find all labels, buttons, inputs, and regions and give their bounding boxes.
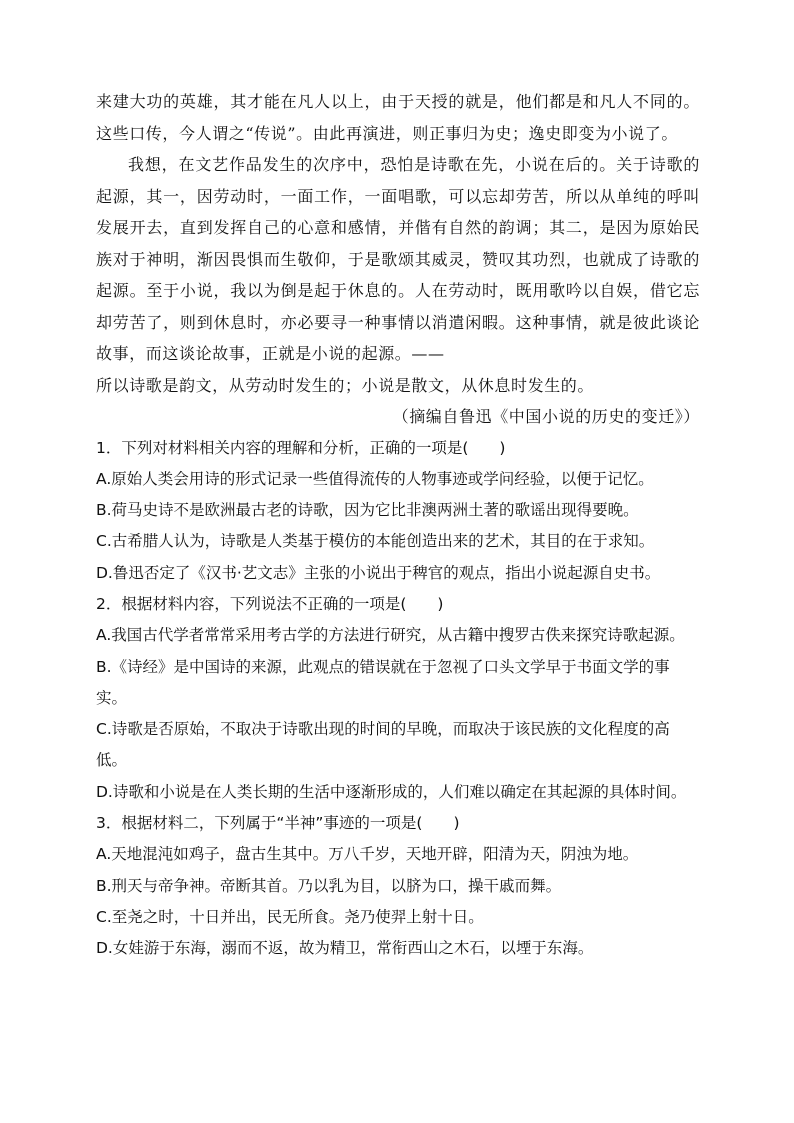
question-1 — [96, 433, 700, 589]
question-stem: 1．下列对材料相关内容的理解和分析，正确的一项是( ) — [96, 438, 506, 457]
option-d: D.诗歌和小说是在人类长期的生活中逐渐形成的，人们难以确定在其起源的具体时间。 — [96, 782, 687, 801]
option-b: B.刑天与帝争神。帝断其首。乃以乳为目，以脐为口，操干戚而舞。 — [96, 876, 562, 895]
option-c: C.古希腊人认为，诗歌是人类基于模仿的本能创造出来的艺术，其目的在于求知。 — [96, 532, 655, 551]
document-page — [96, 86, 700, 965]
option-a: A.我国古代学者常常采用考古学的方法进行研究，从古籍中搜罗古佚来探究诗歌起源。 — [96, 626, 685, 645]
questions — [96, 433, 700, 965]
option-d: D.鲁迅否定了《汉书·艺文志》主张的小说出于稗官的观点，指出小说起源自史书。 — [96, 563, 661, 582]
passage-paragraph-2: 我想，在文艺作品发生的次序中，恐怕是诗歌在先，小说在后的。关于诗歌的起源，其一，因劳动时，一面工作，一面唱歌，可以忘却劳苦，所以从单纯的呼叫发展开去，直到发挥自己的心意和感情，并偕有自然的韵调；其二，是因为原始民族对于神明，渐因畏惧而生敬仰，于是歌颂其威灵，赞叹其功烈，也就成了诗歌的起源。至于小说，我以为倒是起于休息的。人在劳动时，既用歌吟以自娱，借它忘却劳苦了，则到休息时，亦必要寻一种事情以消遣闲暇。这种事情，就是彼此谈论故事，而这谈论故事，正就是小说的起源。—— — [96, 155, 700, 363]
passage-paragraph-1: 来建大功的英雄，其才能在凡人以上，由于天授的就是，他们都是和凡人不同的。这些口传，今人谓之“传说”。由此再演进，则正事归为史；逸史即变为小说了。 — [96, 92, 700, 143]
option-c: C.诗歌是否原始，不取决于诗歌出现的时间的早晚，而取决于该民族的文化程度的高低。 — [96, 720, 670, 770]
passage — [96, 86, 700, 433]
passage-paragraph-3: 所以诗歌是韵文，从劳动时发生的；小说是散文，从休息时发生的。 — [96, 375, 595, 395]
question-3 — [96, 808, 700, 964]
question-2 — [96, 589, 700, 808]
option-b: B.荷马史诗不是欧洲最古老的诗歌，因为它比非澳两洲土著的歌谣出现得要晚。 — [96, 501, 639, 520]
question-stem: 3．根据材料二，下列属于“半神”事迹的一项是( ) — [96, 814, 460, 833]
option-c: C.至尧之时，十日并出，民无所食。尧乃使羿上射十日。 — [96, 907, 484, 926]
option-b: B.《诗经》是中国诗的来源，此观点的错误就在于忽视了口头文学早于书面文学的事实。 — [96, 657, 670, 707]
option-d: D.女娃游于东海，溺而不返，故为精卫，常衔西山之木石，以堙于东海。 — [96, 939, 594, 958]
option-a: A.天地混沌如鸡子，盘古生其中。万八千岁，天地开辟，阳清为天，阴浊为地。 — [96, 845, 639, 864]
option-a: A.原始人类会用诗的形式记录一些值得流传的人物事迹或学问经验，以便于记忆。 — [96, 469, 654, 488]
question-stem: 2．根据材料内容，下列说法不正确的一项是( ) — [96, 594, 444, 613]
passage-source: （摘编自鲁迅《中国小说的历史的变迁》） — [392, 407, 700, 426]
